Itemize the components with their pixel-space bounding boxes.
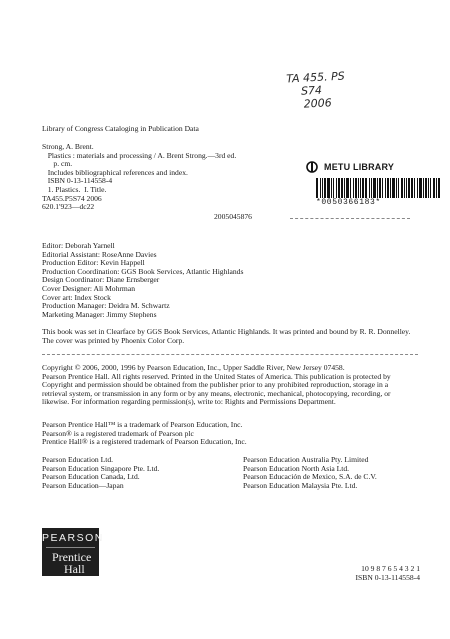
library-logo-icon [306,161,318,173]
printing-isbn: ISBN 0-13-114558-4 [355,573,420,582]
typeset-line: This book was set in Clearface by GGS Book Services, Atlantic Highlands. It was printed and bound by R. R. Donnelley. [42,327,411,336]
credit-line: Marketing Manager: Jimmy Stephens [42,309,157,319]
trademark-line: Pearson® is a registered trademark of Pearson plc [42,428,194,438]
barcode-bar [390,178,391,198]
cip-line: Plastics : materials and processing / A. Brent Strong.—3rd ed. [42,150,237,160]
barcode-bar [411,178,413,198]
copyright-line: Copyright and permission should be obtained from the publisher prior to any prohibited reproduction, storage in a [42,380,389,390]
library-name: METU LIBRARY [324,162,395,172]
barcode-bar [338,178,340,198]
logo-brand: PEARSON [42,532,104,544]
handwritten-line-1: TA 455. PS [286,69,345,86]
barcode-bar [417,178,418,198]
cip-line: 620.1'923—dc22 [42,202,95,212]
barcode-bar [320,178,321,198]
copyright-line: retrieval system, or transmission in any form or by any means, electronic, mechanical, photocopying, recording, or [42,388,391,398]
cip-line: p. cm. [42,159,73,169]
barcode-bar [387,178,389,198]
trademark-line: Pearson Prentice Hall™ is a trademark of Pearson Education, Inc. [42,420,243,429]
barcode-bar [362,178,364,198]
office-line: Pearson Education Australia Pty. Limited [243,455,369,464]
barcode-bar [398,178,399,198]
office-line: Pearson Education Malaysia Pte. Ltd. [243,480,358,490]
barcode-bar [316,178,318,198]
typeset-block [42,328,410,345]
copyright-line: Pearson Prentice Hall. All rights reserved. Printed in the United States of America. This publication is protected by [42,371,391,381]
logo-line-2: Hall [64,562,85,576]
cip-line: 1. Plastics. I. Title. [42,184,107,194]
typeset-line: The cover was printed by Phoenix Color Corp. [42,335,185,345]
barcode-bar [428,178,429,198]
barcode-bar [430,178,431,198]
trademark-line: Prentice Hall® is a registered trademark of Pearson Education, Inc. [42,437,247,447]
barcode-bar [331,178,332,198]
handwritten-line-2: S74 [300,83,323,98]
barcode-bar [358,178,359,198]
barcode-bar [433,178,435,198]
barcode-bar [377,178,378,198]
credit-line: Editor: Deborah Yarnell [42,241,115,250]
office-line: Pearson Education—Japan [42,480,124,490]
barcode-bar [423,178,424,198]
barcode-bar [336,178,337,198]
barcode-bar [344,178,345,198]
barcode-bar [369,178,370,198]
barcode-bar [408,178,410,198]
barcode-bar [365,178,367,198]
barcode-bar [436,178,437,198]
barcode-bar [385,178,386,198]
credit-line: Production Editor: Kevin Happell [42,258,145,268]
offices-left [42,456,159,490]
barcode-number: *0050366183* [316,198,381,207]
cip-line: ISBN 0-13-114558-4 [42,176,113,186]
printing-line: 10 9 8 7 6 5 4 3 2 1 [361,564,420,573]
barcode-bar [373,178,376,198]
office-line: Pearson Education Singapore Pte. Ltd. [42,463,160,473]
office-line: Pearson Educación de Mexico, S.A. de C.V. [243,472,377,482]
barcode-bar [414,178,415,198]
offices-right [243,456,377,490]
cip-line: Includes bibliographical references and index. [42,167,188,177]
barcode-bar [327,178,330,198]
barcode-bar [425,178,427,198]
cip-block [42,143,236,212]
library-stamp [306,161,394,173]
cip-line: TA455.P5S74 2006 [42,193,102,203]
barcode-bar [396,178,397,198]
credit-line: Design Coordinator: Diane Ernsberger [42,275,160,285]
barcode-bar [392,178,395,198]
copyright-block [42,364,391,407]
barcode-bar [371,178,372,198]
library-barcode [316,178,441,207]
barcode-bar [350,178,351,198]
office-line: Pearson Education Ltd. [42,455,114,464]
copyright-line: likewise. For information regarding permission(s), write to: Rights and Permissions Department. [42,397,336,407]
barcode-bar [379,178,381,198]
credit-line: Cover Designer: Ali Mohrman [42,283,136,293]
credits-block [42,242,243,319]
barcode-bars [316,178,441,198]
barcode-bar [333,178,334,198]
barcode-bar [360,178,361,198]
handwritten-line-3: 2006 [303,96,333,111]
barcode-bar [406,178,407,198]
barcode-bar [346,178,349,198]
handwritten-call-number [286,69,346,111]
section-divider [42,354,418,355]
barcode-bar [322,178,323,198]
cip-heading: Library of Congress Cataloging in Publication Data [42,124,199,133]
credit-line: Editorial Assistant: RoseAnne Davies [42,249,157,259]
barcode-bar [404,178,405,198]
barcode-bar [401,178,403,198]
pearson-prentice-hall-logo [42,528,104,576]
cip-rule [290,218,410,219]
credit-line: Production Manager: Deidra M. Schwartz [42,301,170,311]
barcode-bar [355,178,357,198]
barcode-bar [353,178,354,198]
barcode-bar [419,178,422,198]
barcode-bar [438,178,440,198]
barcode-bar [324,178,326,198]
office-line: Pearson Education North Asia Ltd. [243,463,350,473]
copyright-line: Copyright © 2006, 2000, 1996 by Pearson Education, Inc., Upper Saddle River, New Jersey 07458. [42,363,345,372]
logo-line-1: Prentice [52,550,92,564]
barcode-bar [382,178,383,198]
barcode-bar [341,178,343,198]
cip-control-number: 2005045876 [214,212,252,221]
trademarks-block [42,421,247,447]
cip-line: Strong, A. Brent. [42,142,94,151]
credit-line: Cover art: Index Stock [42,292,111,302]
credit-line: Production Coordination: GGS Book Services, Atlantic Highlands [42,266,244,276]
office-line: Pearson Education Canada, Ltd. [42,472,140,482]
